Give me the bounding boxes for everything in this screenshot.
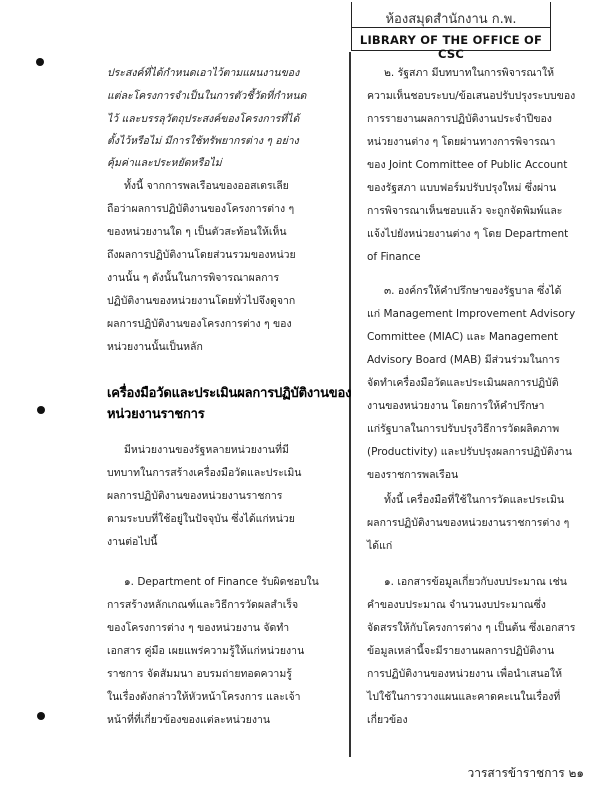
intro-line: คุ้มค่าและประหยัดหรือไม่ (107, 157, 222, 169)
list-item-line: การรายงานผลการปฏิบัติงานประจำปีของ (367, 113, 552, 125)
intro-line: ประสงค์ที่ได้กำหนดเอาไว้ตามแผนงานของ (107, 67, 300, 79)
column-divider (349, 52, 351, 757)
stamp-english-text: LIBRARY OF THE OFFICE OF CSC (359, 33, 543, 61)
list-item-line: ของโครงการต่าง ๆ ของหน่วยงาน จัดทำ (107, 622, 290, 634)
list-item-line: แจ้งไปยังหน่วยงานต่าง ๆ โดย Department (367, 228, 569, 240)
list-item-line: ๓. องค์กรให้คำปรึกษาของรัฐบาล ซึ่งได้ (384, 285, 562, 297)
paragraph-line: ได้แก่ (367, 540, 393, 552)
intro-line: ไว้ และบรรลุวัตถุประสงค์ของโครงการที่ได้ (107, 113, 300, 125)
stamp-thai-text: ห้องสมุดสำนักงาน ก.พ. (385, 12, 517, 27)
list-item-line: ๑. เอกสารข้อมูลเกี่ยวกับงบประมาณ เช่น (384, 576, 567, 588)
paragraph-line: งานนั้น ๆ ดังนั้นในการพิจารณาผลการ (107, 272, 280, 284)
paragraph-line: ปฏิบัติงานของหน่วยงานโดยทั่วไปจึงดูจาก (107, 295, 296, 307)
paragraph-line: ผลการปฏิบัติงานของหน่วยงานราชการ (107, 490, 283, 502)
section-heading: เครื่องมือวัดและประเมินผลการปฏิบัติงานของ (107, 386, 352, 401)
list-item-line: การปฏิบัติงานของหน่วยงาน เพื่อนำเสนอให้ (367, 668, 563, 680)
paragraph-line: ผลการปฏิบัติงานของหน่วยงานราชการต่าง ๆ (367, 517, 570, 529)
list-item-line: ราชการ จัดสัมมนา อบรมถ่ายทอดความรู้ (107, 668, 292, 680)
binder-hole (37, 406, 45, 414)
paragraph-line: มีหน่วยงานของรัฐหลายหน่วยงานที่มี (124, 444, 289, 456)
section-heading: หน่วยงานราชการ (107, 407, 205, 422)
paragraph-line: ตามระบบที่ใช้อยู่ในปัจจุบัน ซึ่งได้แก่หน่วย (107, 513, 295, 525)
list-item-line: of Finance (367, 251, 421, 263)
list-item-line: แก่ Management Improvement Advisory (367, 308, 576, 320)
paragraph-line: ถือว่าผลการปฏิบัติงานของโครงการต่าง ๆ (107, 203, 295, 215)
list-item-line: (Productivity) และปรับปรุงผลการปฏิบัติงาน (367, 446, 572, 458)
paragraph-line: ของหน่วยงานใด ๆ เป็นตัวสะท้อนให้เห็น (107, 226, 287, 238)
page-footer: วารสารข้าราชการ ๒๑ (467, 766, 584, 780)
list-item-line: งานของหน่วยงาน โดยการให้คำปรึกษา (367, 400, 545, 412)
paragraph-line: ผลการปฏิบัติงานของโครงการต่าง ๆ ของ (107, 318, 292, 330)
list-item-line: ๒. รัฐสภา มีบทบาทในการพิจารณาให้ (384, 67, 555, 79)
paragraph-line: บทบาทในการสร้างเครื่องมือวัดและประเมิน (107, 467, 302, 479)
list-item-line: เอกสาร คู่มือ เผยแพร่ความรู้ให้แก่หน่วยงาน (107, 645, 305, 657)
list-item-line: คำของบประมาณ จำนวนงบประมาณซึ่ง (367, 599, 546, 611)
list-item-line: แก่รัฐบาลในการปรับปรุงวิธีการวัดผลิตภาพ (367, 423, 560, 435)
list-item-line: ในเรื่องดังกล่าวให้หัวหน้าโครงการ และเจ้า (107, 691, 301, 703)
list-item-line: จัดทำเครื่องมือวัดและประเมินผลการปฏิบัติ (367, 377, 559, 389)
list-item-line: ความเห็นชอบระบบ/ข้อเสนอปรับปรุงระบบของ (367, 90, 576, 102)
list-item-line: ไปใช้ในการวางแผนและคาดคะเนในเรื่องที่ (367, 691, 561, 703)
library-stamp (351, 2, 551, 61)
list-item-line: การพิจารณาเห็นชอบแล้ว จะถูกจัดพิมพ์และ (367, 205, 563, 217)
list-item-line: Committee (MIAC) และ Management (367, 331, 558, 343)
paragraph-line: ทั้งนี้ เครื่องมือที่ใช้ในการวัดและประเมิน (384, 494, 565, 506)
list-item-line: หน้าที่ที่เกี่ยวข้องของแต่ละหน่วยงาน (107, 714, 271, 726)
list-item-line: จัดสรรให้กับโครงการต่าง ๆ เป็นต้น ซึ่งเอกสาร (367, 622, 576, 634)
binder-hole (37, 712, 45, 720)
list-item-line: ของ Joint Committee of Public Account (367, 159, 568, 171)
paragraph-line: งานต่อไปนี้ (107, 536, 158, 548)
list-item-line: ของราชการพลเรือน (367, 469, 459, 481)
list-item-line: ของรัฐสภา แบบฟอร์มปรับปรุงใหม่ ซึ่งผ่าน (367, 182, 557, 194)
paragraph-line: ทั้งนี้ จากการพลเรือนของออสเตรเลีย (124, 180, 289, 192)
binder-hole (36, 58, 44, 66)
intro-line: ตั้งไว้หรือไม่ มีการใช้ทรัพยากรต่าง ๆ อย่าง (107, 135, 299, 147)
intro-line: แต่ละโครงการจำเป็นในการตัวชี้วัดที่กำหนด (107, 90, 307, 102)
list-item-line: หน่วยงานต่าง ๆ โดยผ่านทางการพิจารณา (367, 136, 556, 148)
list-item-line: ๑. Department of Finance รับผิดชอบใน (124, 576, 319, 588)
list-item-line: เกี่ยวข้อง (367, 714, 408, 726)
list-item-line: ข้อมูลเหล่านี้จะมีรายงานผลการปฏิบัติงาน (367, 645, 555, 657)
list-item-line: การสร้างหลักเกณฑ์และวิธีการวัดผลสำเร็จ (107, 599, 299, 611)
paragraph-line: ถึงผลการปฏิบัติงานโดยส่วนรวมของหน่วย (107, 249, 296, 261)
stamp-divider (352, 27, 550, 28)
list-item-line: Advisory Board (MAB) มีส่วนร่วมในการ (367, 354, 560, 366)
paragraph-line: หน่วยงานนั้นเป็นหลัก (107, 341, 203, 353)
